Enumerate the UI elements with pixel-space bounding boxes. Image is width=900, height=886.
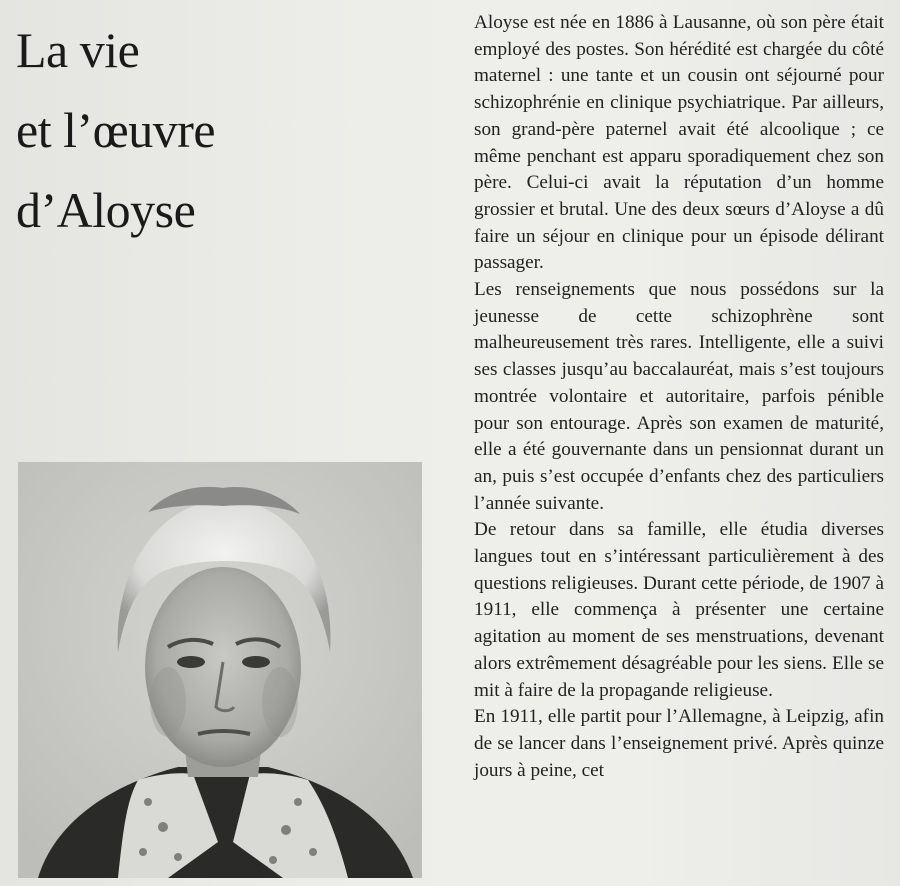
body-text bbox=[474, 10, 884, 784]
paragraph: En 1911, elle partit pour l’Allemagne, à Leipzig, afin de se lancer dans l’enseignement privé. Après quinze jours à peine, cet bbox=[474, 706, 884, 781]
chapter-title-line-1: La vie bbox=[16, 22, 140, 78]
paragraph: Aloyse est née en 1886 à Lausanne, où son père était employé des postes. Son hérédité est chargée du côté maternel : une tante et un cousin ont séjourné pour schizophrénie en clinique psychiatrique. Par ailleurs, son grand-père paternel avait été alcoolique ; ce même penchant est apparu sporadiquement chez son père. Celui-ci avait la réputation d’un homme grossier et brutal. Une des deux sœurs d’Aloyse a dû faire un séjour en clinique pour un épisode délirant passager. bbox=[474, 12, 884, 274]
chapter-title-line-3: d’Aloyse bbox=[16, 182, 196, 238]
portrait-photo bbox=[18, 462, 422, 878]
paragraph: Les renseignements que nous possédons sur la jeunesse de cette schizophrène sont malheureusement très rares. Intelligente, elle a suivi ses classes jusqu’au baccalauréat, mais s’est toujours montrée volontaire et autoritaire, parfois pénible pour son entourage. Après son examen de maturité, elle a été gouvernante dans un pensionnat durant un an, puis s’est occupée d’enfants chez des particuliers l’année suivante. bbox=[474, 279, 884, 514]
chapter-title bbox=[16, 10, 436, 250]
paragraph: De retour dans sa famille, elle étudia diverses langues tout en s’intéressant particulièrement à des questions religieuses. Durant cette période, de 1907 à 1911, elle commença à présenter une certaine agitation au moment de ses menstruations, devenant alors extrêmement désagréable pour les siens. Elle se mit à faire de la propagande religieuse. bbox=[474, 519, 884, 701]
chapter-title-line-2: et l’œuvre bbox=[16, 102, 216, 158]
portrait-photo-image bbox=[18, 462, 422, 878]
